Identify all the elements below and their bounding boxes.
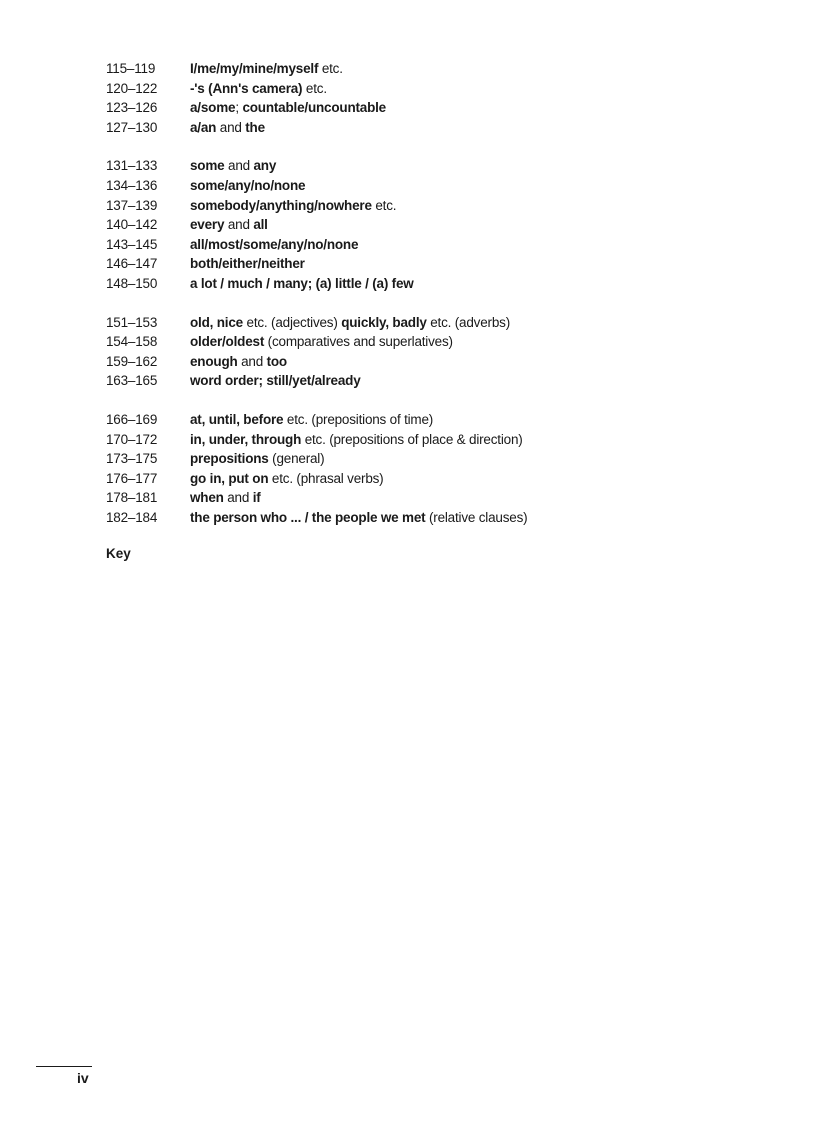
contents-row[interactable]: [106, 274, 796, 294]
topic-title: [190, 254, 796, 274]
unit-range: 134–136: [106, 177, 158, 193]
topic-keyword: a lot / much / many; (a) little / (a) few: [190, 275, 414, 291]
unit-range: 151–153: [106, 314, 158, 330]
topic-title: [190, 215, 796, 235]
topic-keyword: every: [190, 217, 225, 233]
unit-range: 176–177: [106, 470, 158, 486]
contents-row[interactable]: [106, 352, 796, 372]
contents-row[interactable]: [106, 196, 796, 216]
topic-title: [190, 235, 796, 255]
topic-keyword: some: [190, 158, 225, 174]
topic-keyword: when: [190, 490, 224, 506]
unit-range: 143–145: [106, 236, 158, 252]
contents-row[interactable]: [106, 449, 796, 469]
topic-keyword: too: [266, 353, 287, 369]
topic-text: and: [237, 353, 267, 369]
topic-keyword: some/any/no/none: [190, 177, 306, 193]
topic-keyword: prepositions: [190, 451, 269, 467]
topic-text: etc.: [302, 80, 327, 96]
topic-text: etc. (prepositions of time): [283, 411, 434, 427]
topic-keyword: all/most/some/any/no/none: [190, 236, 359, 252]
contents-row[interactable]: [106, 176, 796, 196]
topic-keyword: the person who ... / the people we met: [190, 509, 426, 525]
unit-range: 170–172: [106, 431, 158, 447]
topic-text: (relative clauses): [425, 509, 528, 525]
topic-title: [190, 176, 796, 196]
topic-title: [190, 118, 796, 138]
topic-keyword: both/either/neither: [190, 256, 305, 272]
topic-text: (general): [268, 451, 325, 467]
topic-title: [190, 430, 796, 450]
topic-keyword: all: [253, 217, 268, 233]
topic-keyword: go in, put on: [190, 470, 269, 486]
topic-text: etc.: [318, 61, 343, 76]
unit-range: 154–158: [106, 334, 158, 350]
topic-title: [190, 352, 796, 372]
topic-keyword: a/an: [190, 119, 217, 135]
topic-title: [190, 313, 796, 333]
contents-row[interactable]: [106, 332, 796, 352]
contents-group: [106, 156, 796, 293]
unit-range: 173–175: [106, 451, 158, 467]
topic-keyword: quickly, badly: [341, 314, 427, 330]
topic-keyword: countable/uncountable: [242, 100, 386, 116]
contents-row[interactable]: [106, 508, 796, 528]
unit-range: 148–150: [106, 275, 158, 291]
topic-title: [190, 59, 796, 79]
topic-text: and: [216, 119, 246, 135]
topic-text: (comparatives and superlatives): [264, 334, 453, 350]
topic-text: ;: [235, 100, 243, 116]
topic-keyword: older/oldest: [190, 334, 265, 350]
contents-row[interactable]: [106, 235, 796, 255]
contents-row[interactable]: [106, 98, 796, 118]
topic-text: and: [224, 158, 254, 174]
contents-row[interactable]: [106, 156, 796, 176]
topic-title: [190, 449, 796, 469]
topic-title: [190, 98, 796, 118]
topic-keyword: I/me/my/mine/myself: [190, 61, 319, 76]
contents-row[interactable]: [106, 371, 796, 391]
topic-keyword: if: [252, 490, 261, 506]
topic-title: [190, 332, 796, 352]
unit-range: 120–122: [106, 80, 158, 96]
topic-title: [190, 508, 796, 528]
page-number: iv: [77, 1070, 89, 1086]
contents-row[interactable]: [106, 469, 796, 489]
unit-range: 182–184: [106, 509, 158, 525]
contents-row[interactable]: [106, 313, 796, 333]
topic-text: etc. (adverbs): [426, 314, 510, 330]
contents-row[interactable]: [106, 118, 796, 138]
key-heading: Key: [106, 546, 131, 562]
contents-list: [106, 59, 796, 561]
topic-keyword: -'s (Ann's camera): [190, 80, 303, 96]
topic-keyword: word order; still/yet/already: [190, 373, 361, 389]
topic-keyword: at, until, before: [190, 411, 284, 427]
unit-range: 123–126: [106, 100, 158, 116]
topic-title: [190, 156, 796, 176]
topic-title: [190, 274, 796, 294]
unit-range: 146–147: [106, 256, 158, 272]
unit-range: 137–139: [106, 197, 158, 213]
unit-range: 131–133: [106, 158, 158, 174]
topic-keyword: somebody/anything/nowhere: [190, 197, 372, 213]
contents-row[interactable]: [106, 215, 796, 235]
contents-group: [106, 410, 796, 528]
topic-title: [190, 488, 796, 508]
contents-row[interactable]: [106, 430, 796, 450]
topic-title: [190, 196, 796, 216]
topic-keyword: enough: [190, 353, 238, 369]
contents-row[interactable]: [106, 59, 796, 79]
topic-text: and: [224, 217, 254, 233]
unit-range: 115–119: [106, 61, 156, 76]
topic-keyword: any: [253, 158, 277, 174]
unit-range: 159–162: [106, 353, 158, 369]
contents-row[interactable]: [106, 79, 796, 99]
contents-row[interactable]: [106, 254, 796, 274]
unit-range: 166–169: [106, 411, 158, 427]
topic-text: and: [223, 490, 253, 506]
topic-text: etc.: [371, 197, 397, 213]
contents-row[interactable]: [106, 410, 796, 430]
topic-keyword: in, under, through: [190, 431, 302, 447]
contents-group: [106, 313, 796, 391]
topic-keyword: a/some: [190, 100, 236, 116]
topic-keyword: the: [245, 119, 265, 135]
contents-row[interactable]: [106, 488, 796, 508]
topic-title: [190, 410, 796, 430]
contents-groups: [106, 59, 796, 527]
footer-rule: [36, 1066, 92, 1067]
unit-range: 127–130: [106, 119, 158, 135]
topic-title: [190, 79, 796, 99]
unit-range: 178–181: [106, 490, 158, 506]
topic-text: etc. (adjectives): [242, 314, 342, 330]
topic-title: [190, 371, 796, 391]
unit-range: 140–142: [106, 217, 158, 233]
topic-keyword: old, nice: [190, 314, 243, 330]
topic-text: etc. (prepositions of place & direction): [301, 431, 523, 447]
unit-range: 163–165: [106, 373, 158, 389]
contents-group: [106, 59, 796, 137]
topic-text: etc. (phrasal verbs): [268, 470, 384, 486]
topic-title: [190, 469, 796, 489]
